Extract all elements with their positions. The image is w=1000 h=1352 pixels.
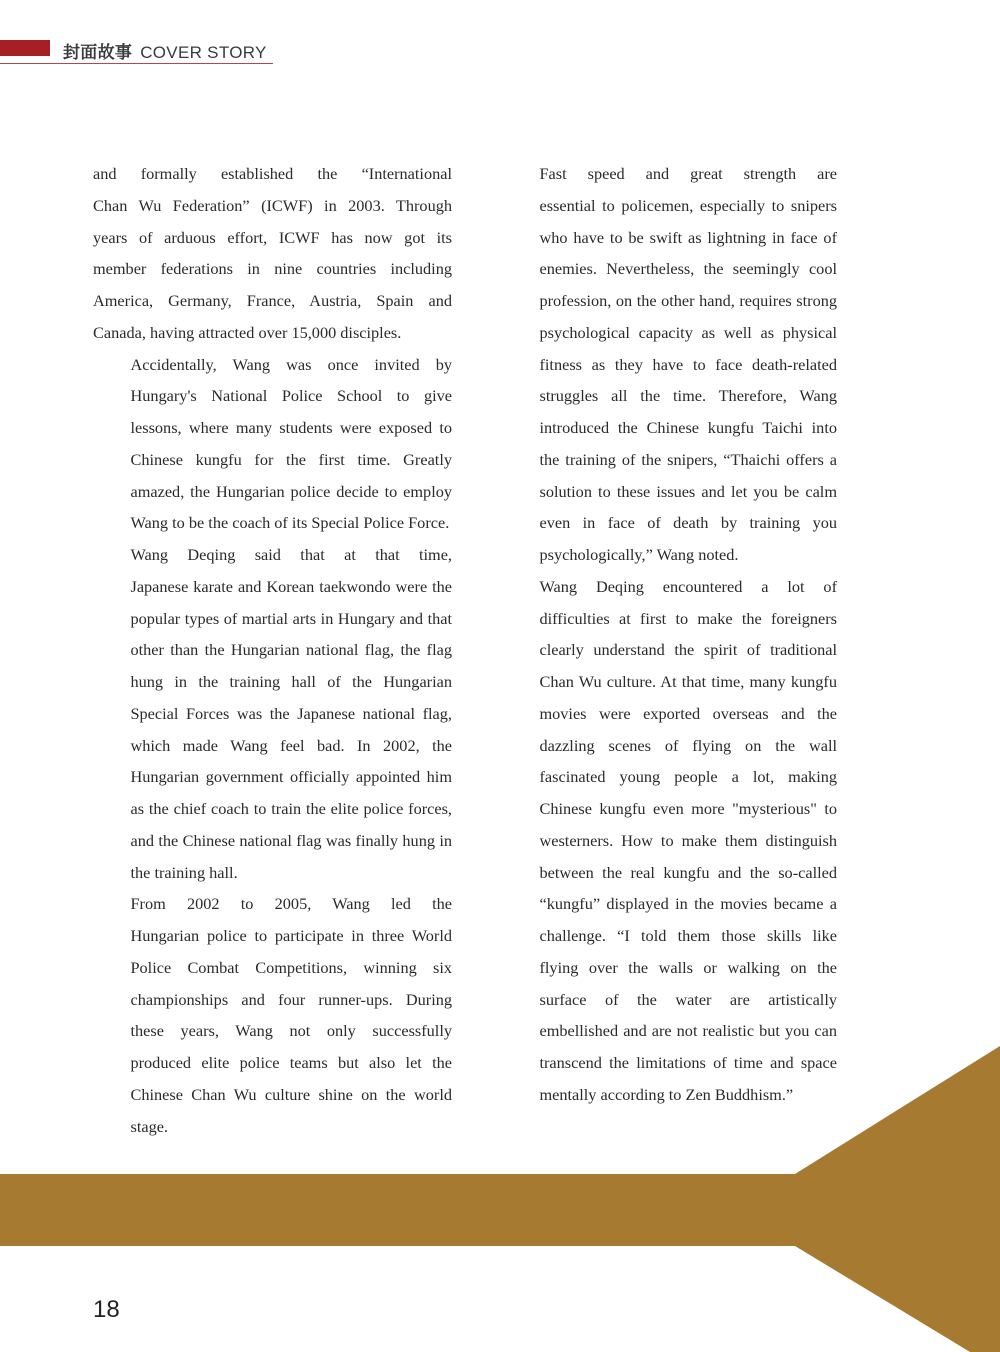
text-line: Wang to be the coach of its Special Police Force. [130,513,450,533]
text-line: Special Forces was the Japanese national flag, [130,703,452,723]
text-line: the training of the snipers, “Thaichi offers a [539,449,837,469]
page-number: 18 [93,1296,120,1323]
text-line: hung in the training hall of the Hungarian [130,672,452,691]
text-line: who have to be swift as lightning in face of [539,227,837,247]
text-line: America, Germany, France, Austria, Spain and [93,291,452,310]
text-line: solution to these issues and let you be calm [539,481,837,501]
text-line: challenge. “I told them those skills like [539,926,837,945]
text-line: championships and four runner-ups. During [130,989,452,1009]
text-line: as the chief coach to train the elite police forces, [130,799,452,818]
text-line: Canada, having attracted over 15,000 disciples. [93,322,402,342]
text-line: fascinated young people a lot, making [539,767,837,787]
text-line: Chinese kungfu even more "mysterious" to [539,799,837,818]
section-title-english: COVER STORY [140,43,267,62]
gold-band [0,1174,1000,1246]
text-line: Hungary's National Police School to give [130,386,452,406]
gold-triangle-bottom [795,1246,1000,1352]
text-line: difficulties at first to make the foreigners [539,608,837,628]
text-line: psychologically,” Wang noted. [539,545,739,564]
text-line: From 2002 to 2005, Wang led the [130,894,452,914]
text-line: member federations in nine countries including [93,259,452,279]
text-line: and formally established the “International [93,164,452,183]
text-line: Accidentally, Wang was once invited by [130,354,452,374]
text-line: flying over the walls or walking on the [539,957,837,977]
text-line: lessons, where many students were exposed to [130,418,452,437]
text-line: even in face of death by training you [539,513,837,533]
text-line: psychological capacity as well as physical [539,322,837,342]
text-line: Chan Wu culture. At that time, many kungfu [539,672,837,691]
text-line: Hungarian police to participate in three World [130,926,452,945]
text-line: transcend the limitations of time and space [539,1053,837,1072]
text-line: amazed, the Hungarian police decide to employ [130,481,452,501]
text-line: Chinese kungfu for the first time. Greatly [130,449,452,469]
text-line: Police Combat Competitions, winning six [130,957,452,977]
text-line: other than the Hungarian national flag, the flag [130,640,452,660]
section-title-chinese: 封面故事 [63,43,133,63]
text-line: years of arduous effort, ICWF has now got its [93,227,452,247]
text-line: Wang Deqing encountered a lot of [539,576,837,596]
text-line: Chinese Chan Wu culture shine on the world [130,1084,452,1104]
text-line: movies were exported overseas and the [539,703,837,723]
text-line: and the Chinese national flag was finally hung in [130,830,452,850]
text-line: struggles all the time. Therefore, Wang [539,386,837,406]
text-line: clearly understand the spirit of traditional [539,640,837,660]
text-line: these years, Wang not only successfully [130,1021,452,1041]
text-line: essential to policemen, especially to snipers [539,195,837,215]
text-line: which made Wang feel bad. In 2002, the [130,735,452,755]
text-line: Hungarian government officially appointed him [130,767,452,787]
text-line: Chan Wu Federation” (ICWF) in 2003. Through [93,195,452,215]
text-line: Fast speed and great strength are [539,164,837,183]
text-line: profession, on the other hand, requires strong [539,291,837,310]
text-line: popular types of martial arts in Hungary and that [130,608,452,628]
text-line: Japanese karate and Korean taekwondo were the [130,576,452,596]
text-line: enemies. Nevertheless, the seemingly cool [539,259,837,279]
text-line: mentally according to Zen Buddhism.” [539,1084,794,1104]
text-line: surface of the water are artistically [539,989,837,1009]
text-line: Wang Deqing said that at that time, [130,545,452,564]
text-line: produced elite police teams but also let the [130,1053,452,1072]
gold-triangle-top [795,1046,1000,1174]
text-line: stage. [130,1116,169,1136]
text-line: between the real kungfu and the so-called [539,862,837,882]
text-line: fitness as they have to face death-related [539,354,837,374]
text-line: westerners. How to make them distinguish [539,830,837,850]
text-line: introduced the Chinese kungfu Taichi into [539,418,837,437]
text-line: embellished and are not realistic but you can [539,1021,837,1041]
text-line: “kungfu” displayed in the movies became a [539,894,837,914]
text-line: the training hall. [130,862,238,882]
text-line: dazzling scenes of flying on the wall [539,735,837,755]
